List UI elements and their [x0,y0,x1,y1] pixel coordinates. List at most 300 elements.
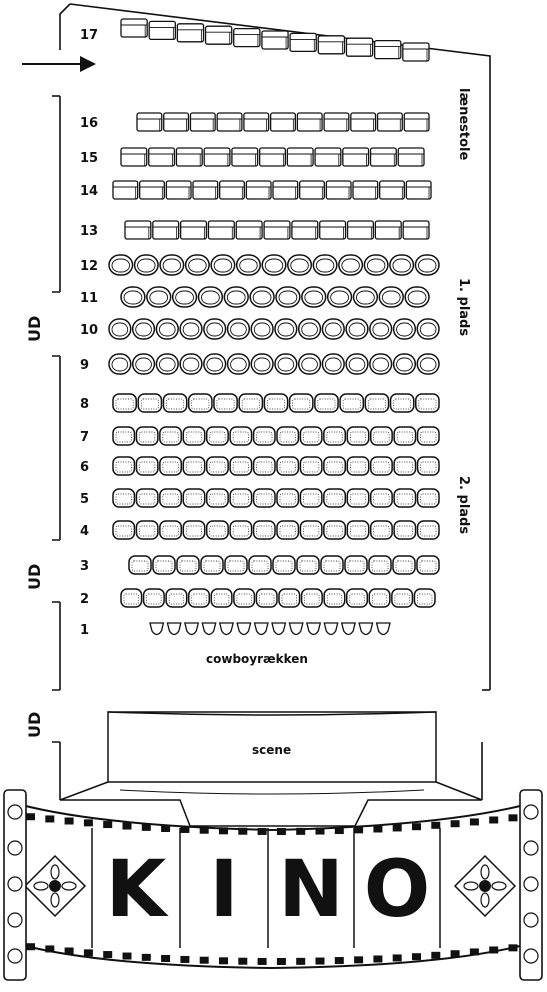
seat-7-3[interactable] [160,427,181,445]
seat-9-4[interactable] [180,354,202,374]
seat-6-2[interactable] [136,457,157,475]
seat-5-5[interactable] [207,489,228,507]
seat-6-9[interactable] [300,457,321,475]
seat-11-2[interactable] [147,287,171,307]
seat-1-6[interactable] [237,623,250,635]
sprocket-hole [219,957,228,964]
seat-8-12[interactable] [391,394,414,412]
row-number-5: 5 [80,492,90,507]
seat-2-2[interactable] [144,589,165,607]
seat-6-5[interactable] [207,457,228,475]
seat-8-4[interactable] [189,394,212,412]
seat-1-14[interactable] [377,623,390,635]
seat-12-10[interactable] [339,255,363,275]
seat-1-1[interactable] [150,623,163,635]
seat-5-11[interactable] [347,489,368,507]
seat-10-6[interactable] [228,319,250,339]
row-number-4: 4 [80,524,90,539]
seat-2-5[interactable] [211,589,232,607]
seat-6-10[interactable] [324,457,345,475]
kino-letter-n: N [278,845,344,935]
seat-12-7[interactable] [262,255,286,275]
seat-13-11[interactable] [403,221,429,239]
stage-label: scene [252,743,292,757]
sprocket-hole [354,956,363,963]
seat-14-8[interactable] [300,181,325,199]
seat-row-13 [80,221,429,239]
seat-4-3[interactable] [160,521,181,539]
seat-12-8[interactable] [288,255,312,275]
seat-6-11[interactable] [347,457,368,475]
sprocket-hole [296,828,305,835]
seat-14-12[interactable] [406,181,431,199]
sprocket-hole [489,816,498,823]
seat-10-2[interactable] [133,319,155,339]
seat-row-6 [80,457,439,475]
seat-3-3[interactable] [177,556,199,574]
seat-10-4[interactable] [180,319,202,339]
seat-17-6[interactable] [262,31,288,49]
sprocket-hole [335,957,344,964]
row-number-3: 3 [80,559,90,574]
seat-1-3[interactable] [185,623,198,635]
seat-8-2[interactable] [138,394,161,412]
seat-9-13[interactable] [394,354,416,374]
seat-5-1[interactable] [113,489,134,507]
entrance-arrow-icon [22,56,96,72]
seat-row-9 [80,354,439,374]
seat-row-8 [80,394,439,412]
seat-15-8[interactable] [315,148,341,166]
seat-9-8[interactable] [275,354,297,374]
seat-17-11[interactable] [403,43,429,61]
zone-label-2-plads: 2. plads [456,476,471,535]
seat-12-3[interactable] [160,255,184,275]
seat-6-3[interactable] [160,457,181,475]
seat-4-6[interactable] [230,521,251,539]
seat-5-7[interactable] [254,489,275,507]
seat-8-5[interactable] [214,394,237,412]
seat-2-4[interactable] [189,589,210,607]
seat-15-9[interactable] [343,148,369,166]
seat-10-7[interactable] [251,319,273,339]
seat-11-7[interactable] [276,287,300,307]
seat-16-6[interactable] [271,113,296,131]
sprocket-hole [258,958,267,965]
seat-5-10[interactable] [324,489,345,507]
seat-3-12[interactable] [393,556,415,574]
seat-5-6[interactable] [230,489,251,507]
row-number-7: 7 [80,430,90,445]
sprocket-hole [316,828,325,835]
seat-12-2[interactable] [135,255,159,275]
seat-1-13[interactable] [359,623,372,635]
seat-7-11[interactable] [347,427,368,445]
seat-13-5[interactable] [236,221,262,239]
seat-13-8[interactable] [320,221,346,239]
seat-13-3[interactable] [181,221,207,239]
seat-1-8[interactable] [272,623,285,635]
seat-5-14[interactable] [418,489,439,507]
row-number-9: 9 [80,358,90,373]
seat-5-12[interactable] [371,489,392,507]
exit-label-middle: UD [25,563,44,590]
seat-row-5 [80,489,439,507]
sprocket-hole [161,955,170,962]
seat-row-4 [80,521,439,539]
sprocket-hole [373,825,382,832]
seat-6-1[interactable] [113,457,134,475]
seat-3-9[interactable] [321,556,343,574]
seat-3-1[interactable] [129,556,151,574]
seat-16-1[interactable] [137,113,162,131]
seat-7-2[interactable] [136,427,157,445]
sprocket-hole [509,944,518,951]
seat-8-1[interactable] [113,394,136,412]
seat-10-5[interactable] [204,319,226,339]
seat-5-4[interactable] [183,489,204,507]
seat-6-12[interactable] [371,457,392,475]
seat-17-7[interactable] [290,33,316,51]
seat-3-7[interactable] [273,556,295,574]
seat-9-3[interactable] [156,354,178,374]
seat-4-1[interactable] [113,521,134,539]
seat-7-7[interactable] [254,427,275,445]
sprocket-hole [65,817,74,824]
seat-3-2[interactable] [153,556,175,574]
seat-14-11[interactable] [380,181,405,199]
seat-17-2[interactable] [149,21,175,39]
seat-14-3[interactable] [166,181,191,199]
sprocket-hole [180,826,189,833]
seat-9-1[interactable] [109,354,131,374]
seat-11-1[interactable] [121,287,145,307]
sprocket-hole [26,943,35,950]
seat-2-10[interactable] [324,589,345,607]
sprocket-hole [412,953,421,960]
banner-post-right [520,790,542,980]
seat-12-1[interactable] [109,255,133,275]
seat-7-1[interactable] [113,427,134,445]
seat-1-5[interactable] [220,623,233,635]
seat-2-12[interactable] [369,589,390,607]
seat-7-4[interactable] [183,427,204,445]
seat-12-4[interactable] [186,255,210,275]
seat-12-5[interactable] [211,255,235,275]
seat-11-10[interactable] [354,287,378,307]
seat-8-10[interactable] [340,394,363,412]
seat-14-1[interactable] [113,181,138,199]
seat-11-6[interactable] [250,287,274,307]
seat-14-10[interactable] [353,181,378,199]
sprocket-hole [470,948,479,955]
seat-5-2[interactable] [136,489,157,507]
seat-1-2[interactable] [167,623,180,635]
seat-7-6[interactable] [230,427,251,445]
seat-7-10[interactable] [324,427,345,445]
seat-14-9[interactable] [326,181,351,199]
seat-3-8[interactable] [297,556,319,574]
sprocket-hole [65,947,74,954]
seat-13-2[interactable] [153,221,179,239]
seat-17-3[interactable] [177,24,203,42]
banner-post-left [4,790,26,980]
seat-17-8[interactable] [318,36,344,54]
seat-1-9[interactable] [289,623,302,635]
seat-6-8[interactable] [277,457,298,475]
seat-9-7[interactable] [251,354,273,374]
seat-8-11[interactable] [365,394,388,412]
seat-13-9[interactable] [348,221,374,239]
seat-11-4[interactable] [199,287,223,307]
seat-16-7[interactable] [297,113,322,131]
seat-1-10[interactable] [307,623,320,635]
seat-9-12[interactable] [370,354,392,374]
seat-17-4[interactable] [206,26,232,44]
seat-15-11[interactable] [398,148,424,166]
seat-14-7[interactable] [273,181,298,199]
seat-3-6[interactable] [249,556,271,574]
sprocket-hole [142,824,151,831]
seat-4-14[interactable] [418,521,439,539]
seat-row-16 [80,113,429,131]
sprocket-hole [431,952,440,959]
seat-10-13[interactable] [394,319,416,339]
seat-11-8[interactable] [302,287,326,307]
seat-2-7[interactable] [256,589,277,607]
seat-17-5[interactable] [234,29,260,47]
seat-17-1[interactable] [121,19,147,37]
seat-4-10[interactable] [324,521,345,539]
seat-13-1[interactable] [125,221,151,239]
seat-9-9[interactable] [299,354,321,374]
sprocket-hole [123,953,132,960]
seat-5-3[interactable] [160,489,181,507]
seat-5-9[interactable] [300,489,321,507]
seat-15-10[interactable] [371,148,397,166]
seat-15-1[interactable] [121,148,147,166]
seat-2-11[interactable] [347,589,368,607]
seat-2-6[interactable] [234,589,255,607]
kino-letter-o: O [363,845,431,935]
sprocket-hole [200,957,209,964]
seat-9-6[interactable] [228,354,250,374]
seat-12-12[interactable] [390,255,414,275]
seat-12-6[interactable] [237,255,261,275]
seat-3-10[interactable] [345,556,367,574]
sprocket-hole [200,827,209,834]
seat-row-3 [80,556,439,574]
seat-11-3[interactable] [173,287,197,307]
seat-9-14[interactable] [417,354,439,374]
sprocket-hole [103,821,112,828]
seat-8-3[interactable] [163,394,186,412]
seat-10-10[interactable] [322,319,344,339]
seat-row-1 [80,623,390,638]
seat-17-10[interactable] [375,41,401,59]
seat-12-9[interactable] [313,255,337,275]
seat-13-7[interactable] [292,221,318,239]
seat-15-6[interactable] [260,148,286,166]
sprocket-hole [180,956,189,963]
kino-letter-i: I [209,845,239,935]
seat-10-1[interactable] [109,319,131,339]
sprocket-hole [103,951,112,958]
seat-12-13[interactable] [415,255,439,275]
seat-6-7[interactable] [254,457,275,475]
seat-15-2[interactable] [149,148,175,166]
seat-16-2[interactable] [164,113,189,131]
seat-4-11[interactable] [347,521,368,539]
seat-17-9[interactable] [346,38,372,56]
seat-3-5[interactable] [225,556,247,574]
sprocket-hole [393,954,402,961]
seat-7-14[interactable] [418,427,439,445]
seat-4-12[interactable] [371,521,392,539]
seat-8-9[interactable] [315,394,338,412]
seat-16-10[interactable] [378,113,403,131]
seat-7-5[interactable] [207,427,228,445]
seat-5-8[interactable] [277,489,298,507]
seat-row-11 [80,287,429,307]
seat-15-3[interactable] [176,148,202,166]
seat-6-14[interactable] [418,457,439,475]
seat-4-9[interactable] [300,521,321,539]
sprocket-hole [335,827,344,834]
seat-7-12[interactable] [371,427,392,445]
seat-1-12[interactable] [342,623,355,635]
kino-banner [4,790,542,980]
seat-2-13[interactable] [392,589,413,607]
seat-13-10[interactable] [375,221,401,239]
seat-2-3[interactable] [166,589,187,607]
seat-14-5[interactable] [220,181,245,199]
seat-2-14[interactable] [414,589,435,607]
seat-4-2[interactable] [136,521,157,539]
seat-14-6[interactable] [246,181,271,199]
seat-4-4[interactable] [183,521,204,539]
seat-row-10 [80,319,439,339]
sprocket-hole [219,827,228,834]
seat-5-13[interactable] [394,489,415,507]
sprocket-hole [84,949,93,956]
seat-16-9[interactable] [351,113,376,131]
seat-16-3[interactable] [190,113,215,131]
seat-15-4[interactable] [204,148,230,166]
seat-12-11[interactable] [364,255,388,275]
cowboy-row-label: cowboyrækken [206,652,308,666]
row-number-16: 16 [80,116,99,131]
seat-row-14 [80,181,431,199]
seat-3-13[interactable] [417,556,439,574]
kino-letter-k: K [105,845,167,935]
sprocket-hole [45,945,54,952]
seat-1-11[interactable] [324,623,337,635]
seat-2-1[interactable] [121,589,142,607]
seat-8-7[interactable] [264,394,287,412]
stage [60,712,482,826]
seat-6-13[interactable] [394,457,415,475]
seat-7-13[interactable] [394,427,415,445]
sprocket-hole [373,955,382,962]
seat-row-2 [80,589,435,607]
row-number-12: 12 [80,259,99,274]
seat-3-11[interactable] [369,556,391,574]
seat-1-7[interactable] [255,623,268,635]
sprocket-hole [489,946,498,953]
exit-label-upper: UD [25,315,44,342]
seat-4-5[interactable] [207,521,228,539]
seat-6-6[interactable] [230,457,251,475]
seat-10-9[interactable] [299,319,321,339]
sprocket-hole [258,828,267,835]
seat-11-9[interactable] [328,287,352,307]
seat-13-4[interactable] [208,221,234,239]
seat-16-4[interactable] [217,113,242,131]
row-number-1: 1 [80,623,90,638]
sprocket-hole [393,824,402,831]
seat-9-2[interactable] [133,354,155,374]
seat-2-8[interactable] [279,589,300,607]
seat-10-14[interactable] [417,319,439,339]
seat-13-6[interactable] [264,221,290,239]
sprocket-hole [142,954,151,961]
seat-10-8[interactable] [275,319,297,339]
seat-14-4[interactable] [193,181,218,199]
seat-row-7 [80,427,439,445]
exit-label-lower: UD [25,711,44,738]
seat-8-13[interactable] [416,394,439,412]
seat-9-5[interactable] [204,354,226,374]
seat-9-11[interactable] [346,354,368,374]
sprocket-hole [238,828,247,835]
sprocket-hole [431,822,440,829]
seat-11-11[interactable] [379,287,403,307]
seat-16-8[interactable] [324,113,349,131]
seat-15-5[interactable] [232,148,258,166]
seat-8-8[interactable] [290,394,313,412]
seat-3-4[interactable] [201,556,223,574]
row-number-14: 14 [80,184,99,199]
row-number-2: 2 [80,592,90,607]
seat-10-11[interactable] [346,319,368,339]
row-number-13: 13 [80,224,99,239]
seat-16-5[interactable] [244,113,269,131]
sprocket-hole [412,823,421,830]
seat-4-8[interactable] [277,521,298,539]
sprocket-hole [123,823,132,830]
seat-16-11[interactable] [404,113,429,131]
sprocket-hole [84,819,93,826]
seat-4-13[interactable] [394,521,415,539]
seat-9-10[interactable] [322,354,344,374]
seat-7-8[interactable] [277,427,298,445]
seat-row-17 [80,19,429,61]
seat-1-4[interactable] [202,623,215,635]
seat-10-3[interactable] [156,319,178,339]
seat-2-9[interactable] [302,589,323,607]
seat-4-7[interactable] [254,521,275,539]
seat-15-7[interactable] [287,148,313,166]
seat-10-12[interactable] [370,319,392,339]
seat-14-2[interactable] [140,181,165,199]
row-number-11: 11 [80,291,99,306]
seat-7-9[interactable] [300,427,321,445]
seat-11-5[interactable] [224,287,248,307]
seat-8-6[interactable] [239,394,262,412]
seat-11-12[interactable] [405,287,429,307]
seat-6-4[interactable] [183,457,204,475]
